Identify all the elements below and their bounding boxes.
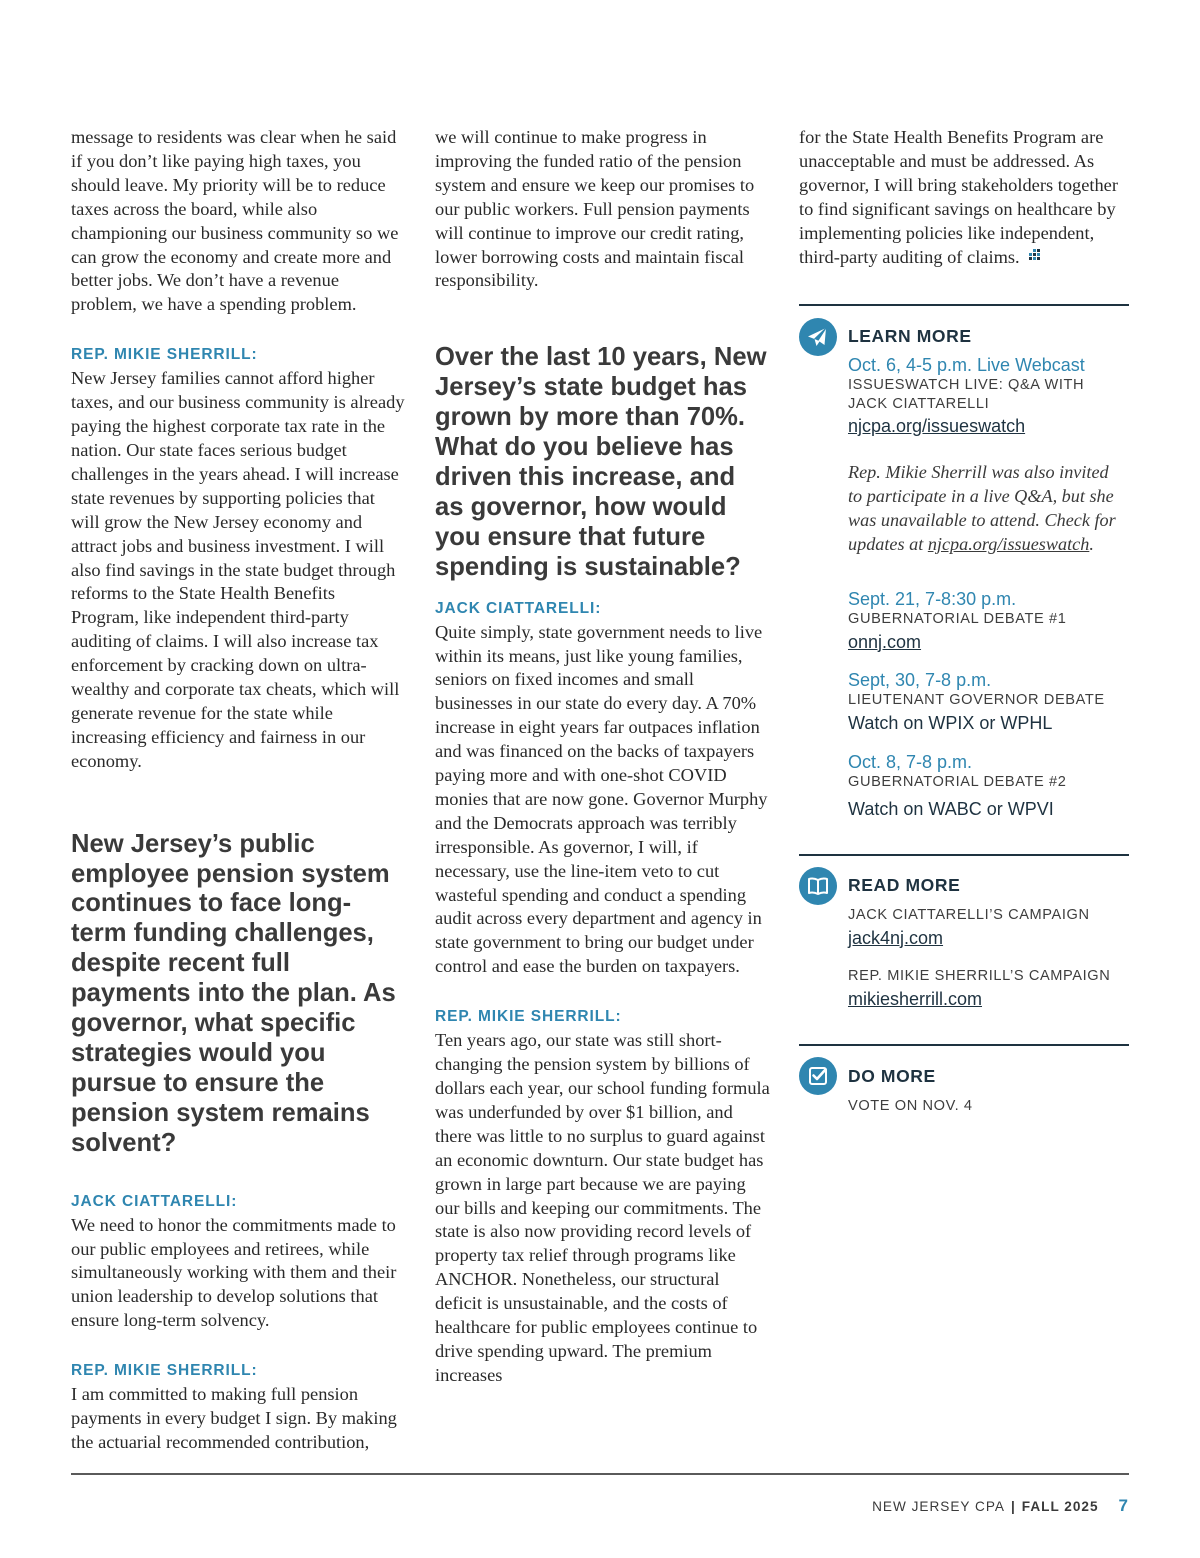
event-title: GUBERNATORIAL DEBATE #1 — [848, 611, 1067, 627]
event-link[interactable]: onnj.com — [848, 631, 922, 652]
divider — [799, 304, 1129, 306]
learn-more-heading: LEARN MORE — [848, 326, 972, 346]
event-date: Oct. 8, 7-8 p.m. — [848, 752, 973, 772]
event-date: Sept. 21, 7-8:30 p.m. — [848, 589, 1017, 609]
event-1 — [848, 588, 1133, 653]
speaker-label-sherrill-2: REP. MIKIE SHERRILL: — [71, 1362, 258, 1380]
ciattarelli-answer: We need to honor the commitments made to our public employees and retirees, while simultaneously working with them and their union leadership to develop solutions that ensure long-term solvency. — [71, 1214, 397, 1331]
event-3 — [848, 751, 1133, 820]
campaign-label: JACK CIATTARELLI’S CAMPAIGN — [848, 907, 1090, 923]
footer-separator: | — [1010, 1499, 1016, 1514]
event-title: LIEUTENANT GOVERNOR DEBATE — [848, 692, 1105, 708]
speaker-label-ciattarelli: JACK CIATTARELLI: — [71, 1192, 238, 1210]
sidebar — [799, 304, 1129, 1124]
sherrill-answer-2: I am committed to making full pension payments in every budget I sign. By making the actuarial recommended contribution, — [71, 1384, 397, 1452]
continued-paragraph-text: for the State Health Benefits Program are unacceptable and must be addressed. As governor, I will bring stakeholders together to find significant savings on healthcare by implementing policies like independent, third-party auditing of claims. — [799, 127, 1118, 267]
campaign-1 — [848, 906, 1133, 949]
pension-question: New Jersey’s public employee pension system continues to face long-term funding challenges, despite recent full payments into the plan. As governor, what specific strategies would you pursue to ensure the pension system remains solvent? — [71, 829, 396, 1157]
issue-label: FALL 2025 — [1021, 1499, 1099, 1514]
campaign-link[interactable]: jack4nj.com — [848, 927, 944, 948]
webcast-date: Oct. 6, 4-5 p.m. Live Webcast — [848, 355, 1085, 375]
column-1 — [71, 126, 406, 1455]
event-watch-info: Watch on WABC or WPVI — [848, 798, 1054, 819]
budget-question: Over the last 10 years, New Jersey’s state budget has grown by more than 70%. What do you believe has driven this increase, and as governor, how would you ensure that future spending is sustainable? — [435, 343, 767, 581]
webcast-title-line2: JACK CIATTARELLI — [848, 395, 990, 412]
footer-rule — [71, 1473, 1129, 1475]
intro-paragraph: message to residents was clear when he said if you don’t like paying high taxes, you should leave. My priority will be to reduce taxes across the board, while also championing our business community so we can grow the economy and create more and better jobs. We don’t have a revenue problem, we have a spending problem. — [71, 127, 399, 315]
divider — [799, 854, 1129, 856]
event-2 — [848, 669, 1133, 734]
publication-name: NEW JERSEY CPA — [872, 1499, 1005, 1514]
read-more-heading: READ MORE — [848, 875, 961, 895]
campaign-link[interactable]: mikiesherrill.com — [848, 988, 983, 1009]
webcast-title-line1: ISSUESWATCH LIVE: Q&A WITH — [848, 377, 1085, 393]
do-more-heading: DO MORE — [848, 1066, 936, 1086]
campaign-2 — [848, 967, 1133, 1010]
divider — [799, 1044, 1129, 1046]
webcast-link[interactable]: njcpa.org/issueswatch — [848, 416, 1026, 436]
note-link[interactable]: njcpa.org/issueswatch — [927, 534, 1090, 554]
column-3 — [799, 126, 1129, 270]
checkbox-icon — [799, 1057, 837, 1095]
sherrill-answer: Ten years ago, our state was still short-changing the pension system by billions of dollars each year, our school funding formula was underfunded by over $1 billion, and there was little to no surplus to guard against an economic downturn. Our state budget has grown in large part because we are paying our bills and keeping our commitments. The state is also now providing record levels of property tax relief through programs like ANCHOR. Nonetheless, our structural deficit is unsustainable, and the costs of healthcare for public employees continue to drive spending upward. The premium increases — [435, 1030, 770, 1385]
open-book-icon — [799, 867, 837, 905]
webcast-block — [848, 354, 1133, 437]
end-of-article-icon — [1027, 246, 1042, 270]
event-watch-info: Watch on WPIX or WPHL — [848, 712, 1053, 733]
paper-plane-icon — [799, 318, 837, 356]
speaker-label-sherrill: REP. MIKIE SHERRILL: — [435, 1008, 622, 1026]
speaker-label-ciattarelli: JACK CIATTARELLI: — [435, 599, 602, 617]
speaker-label-sherrill: REP. MIKIE SHERRILL: — [71, 346, 258, 364]
event-title: GUBERNATORIAL DEBATE #2 — [848, 774, 1067, 790]
page-number: 7 — [1118, 1496, 1128, 1515]
invitation-note — [848, 460, 1120, 556]
vote-reminder: VOTE ON NOV. 4 — [848, 1098, 973, 1114]
note-text: Rep. Mikie Sherrill was also invited to participate in a live Q&A, but she was unavailable to attend. Check for updates at — [848, 462, 1116, 554]
sherrill-answer: New Jersey families cannot afford higher taxes, and our business community is already paying the highest corporate tax rate in the nation. Our state faces serious budget challenges in the years ahead. I will increase state revenues by supporting policies that will grow the New Jersey economy and attract jobs and business investment. I will also find savings in the state budget through reforms to the State Health Benefits Program, like independent third-party auditing of claims. I will also increase tax enforcement by cracking down on ultra-wealthy and corporate tax cheats, which will generate revenue for the state while increasing efficiency and fairness in our economy. — [71, 368, 405, 771]
continued-paragraph — [799, 126, 1129, 270]
ciattarelli-answer: Quite simply, state government needs to live within its means, just like young families, seniors on fixed incomes and small businesses in our state do every day. A 70% increase in eight years far outpaces inflation and was financed on the backs of taxpayers paying more and with one-shot COVID monies that are now gone. Governor Murphy and the Democrats approach was terribly irresponsible. As governor, I will, if necessary, use the line-item veto to cut wasteful spending and conduct a spending audit across every department and agency in state government to bring our budget under control and ease the burden on taxpayers. — [435, 621, 768, 977]
campaign-label: REP. MIKIE SHERRILL’S CAMPAIGN — [848, 968, 1111, 984]
note-end: . — [1089, 534, 1094, 554]
event-date: Sept, 30, 7-8 p.m. — [848, 670, 992, 690]
footer — [872, 1496, 1128, 1516]
continued-paragraph: we will continue to make progress in improving the funded ratio of the pension system and ensure we keep our promises to our public workers. Full pension payments will continue to improve our credit rating, lower borrowing costs and maintain fiscal responsibility. — [435, 127, 755, 291]
column-2 — [435, 126, 770, 1388]
